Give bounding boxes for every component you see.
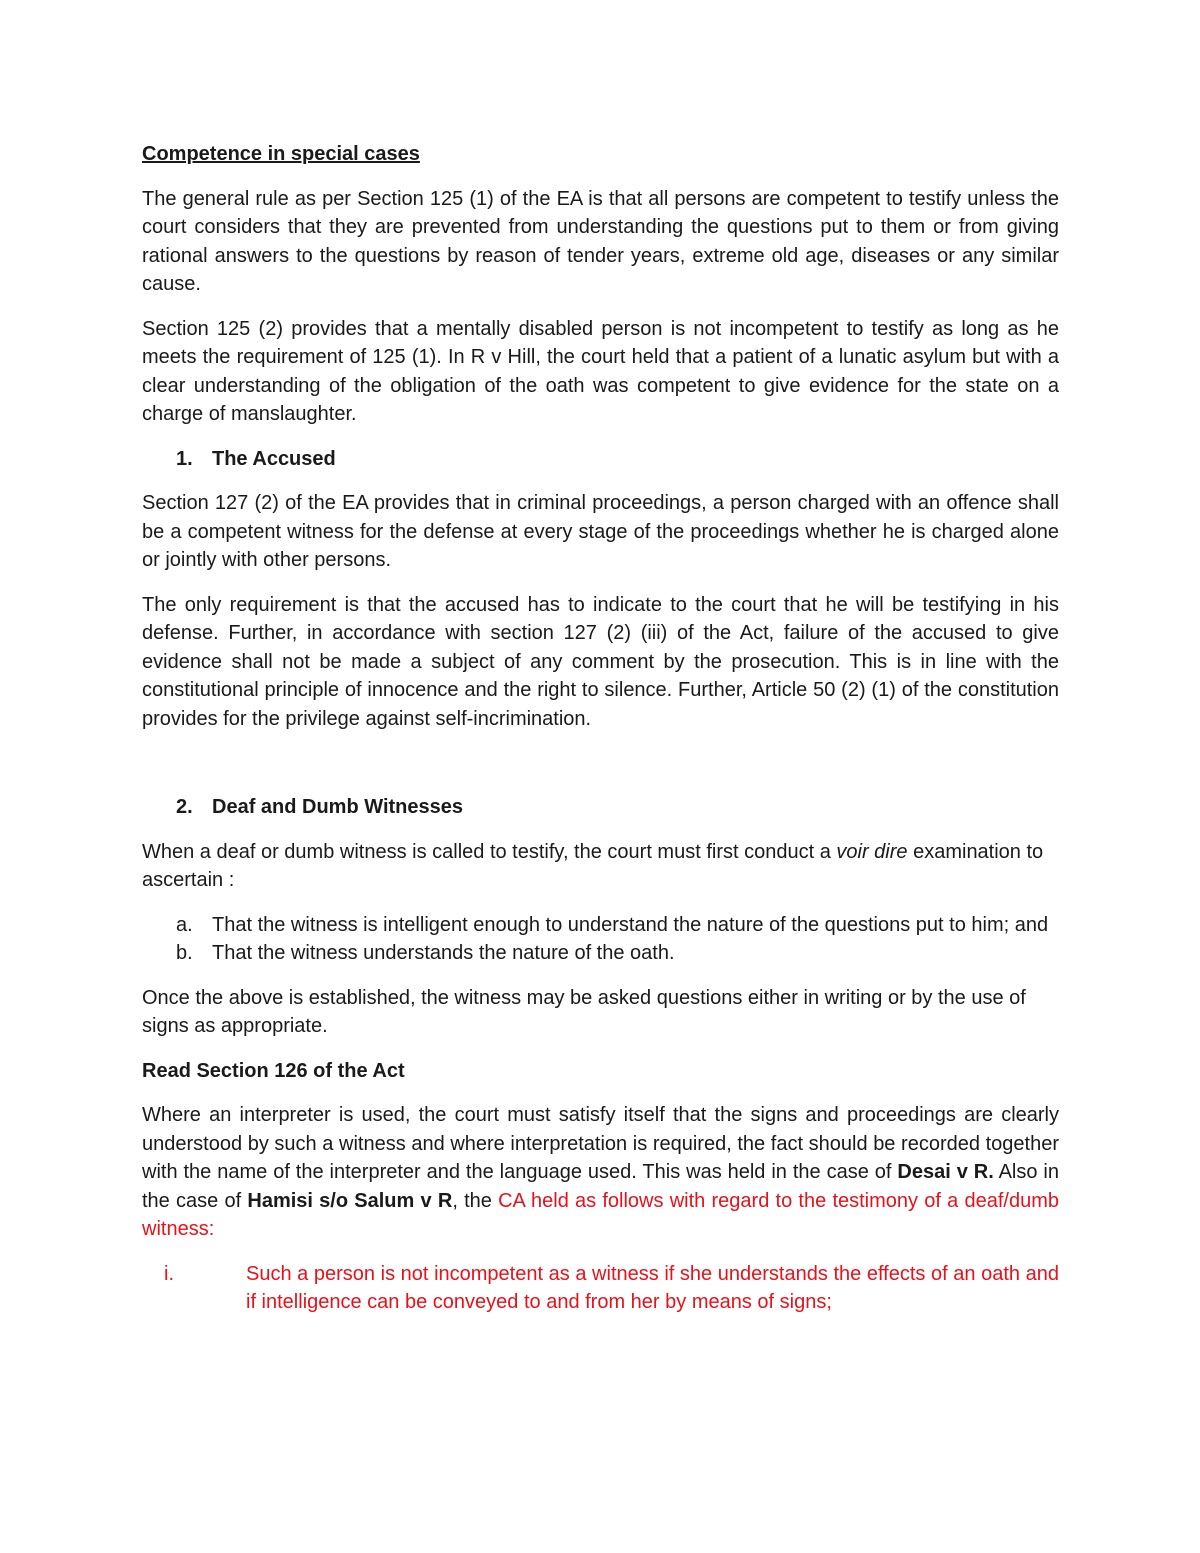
list-marker: a. [176,913,193,936]
text-run: Also in the case of [142,1161,1060,1212]
list-item-text: Such a person is not incompetent as a witness if she understands the effects of an oath and if intelligence can be conveyed to and from her by means of signs; [246,1262,1059,1313]
paragraph-once-established: Once the above is established, the witness may be asked questions either in writing or by the use of signs as appropriate. [142,986,1026,1037]
text-run: When a deaf or dumb witness is called to testify, the court must first conduct a [142,840,837,863]
list-item [142,911,1059,940]
read-section-heading: Read Section 126 of the Act [142,1059,405,1082]
paragraph-section-127: Section 127 (2) of the EA provides that in criminal proceedings, a person charged with an offence shall be a competent witness for the defense at every stage of the proceedings whether he is charged alone or jointly with other persons. [142,492,1059,571]
list-item [142,939,1059,968]
section-number: 1. [176,447,193,470]
paragraph-only-requirement: The only requirement is that the accused has to indicate to the court that he will be testifying in his defense. Further, in accordance with section 127 (2) (iii) of the Act, failure of the accused to give evidence shall not be made a subject of any comment by the prosecution. This is in line with the constitutional principle of innocence and the right to silence. Further, Article 50 (2) (1) of the constitution provides for the privilege against self-incrimination. [142,593,1059,730]
paragraph-general-rule: The general rule as per Section 125 (1) of the EA is that all persons are competent to testify unless the court considers that they are prevented from understanding the questions put to them or from giving rational answers to the questions by reason of tender years, extreme old age, diseases or any similar cause. [142,187,1059,295]
paragraph-mentally-disabled: Section 125 (2) provides that a mentally disabled person is not incompetent to testify as long as he meets the requirement of 125 (1). In R v Hill, the court held that a patient of a lunatic asylum but with a clear understanding of the obligation of the oath was competent to give evidence for the state on a charge of manslaughter. [142,317,1059,425]
alpha-list [142,911,1059,968]
page-title: Competence in special cases [142,143,420,165]
list-marker: i. [164,1262,174,1285]
case-name-hamisi: Hamisi s/o Salum v R [247,1189,453,1212]
section-heading-accused [142,445,1059,474]
list-marker: b. [176,942,193,964]
voir-dire-term: voir dire [836,840,908,863]
section-heading-deaf-dumb [142,793,1059,822]
text-run: , the [452,1189,499,1212]
list-item-text: That the witness is intelligent enough to understand the nature of the questions put to him; and [212,913,1049,936]
roman-list-item [142,1260,1059,1317]
case-name-desai: Desai v R. [897,1161,994,1183]
section-number: 2. [176,796,193,818]
list-item-text: That the witness understands the nature of the oath. [212,942,675,964]
text-run: examination to ascertain : [142,840,1044,891]
document-page [142,140,1059,1317]
text-run: Where an interpreter is used, the court must satisfy itself that the signs and proceedings are clearly understood by such a witness and where interpretation is required, the fact should be recorded together with the name of the interpreter and the language used. This was held in the case of [142,1104,1059,1183]
red-text-run: CA held as follows with regard to the testimony of a deaf/dumb witness: [142,1189,1059,1240]
section-heading-text: The Accused [212,447,336,470]
paragraph-interpreter [142,1101,1059,1244]
paragraph-voir-dire [142,838,1059,895]
section-heading-text: Deaf and Dumb Witnesses [212,796,463,818]
